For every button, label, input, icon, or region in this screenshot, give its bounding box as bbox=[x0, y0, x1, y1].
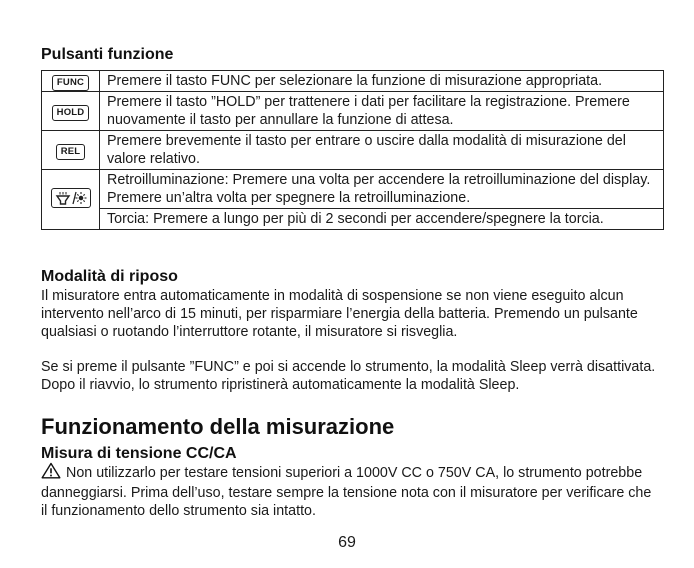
warning-triangle-icon bbox=[41, 462, 61, 484]
torch-description: Torcia: Premere a lungo per più di 2 secondi per accendere/spegnere la torcia. bbox=[100, 209, 664, 230]
page-number: 69 bbox=[338, 534, 356, 551]
table-row bbox=[42, 131, 664, 170]
hold-description: Premere il tasto ”HOLD” per trattenere i dati per facilitare la registrazione. Premere nuovamente il tasto per annullare la funzione di attesa. bbox=[100, 92, 664, 131]
backlight-description: Retroilluminazione: Premere una volta per accendere la retroilluminazione del display. Premere un’altra volta per spegnere la retroilluminazione. bbox=[100, 170, 664, 209]
backlight-torch-key-icon bbox=[51, 188, 91, 208]
section-heading-sleep-mode: Modalità di riposo bbox=[41, 268, 178, 285]
warning-text: Non utilizzarlo per testare tensioni superiori a 1000V CC o 750V CA, lo strumento potrebbe danneggiarsi. Prima dell’uso, testare sempre la tensione nota con il misuratore per verificare che il funzionamento dello strumento sia intatto. bbox=[41, 465, 652, 520]
warning-paragraph bbox=[41, 462, 661, 521]
function-buttons-table bbox=[41, 70, 664, 230]
page-title-measurement: Funzionamento della misurazione bbox=[41, 414, 395, 439]
section-heading-function-buttons: Pulsanti funzione bbox=[41, 46, 174, 63]
rel-key-icon: REL bbox=[56, 144, 86, 160]
func-description: Premere il tasto FUNC per selezionare la funzione di misurazione appropriata. bbox=[100, 71, 664, 92]
hold-key-icon: HOLD bbox=[52, 105, 90, 121]
sleep-paragraph-2: Se si preme il pulsante ”FUNC” e poi si accende lo strumento, la modalità Sleep verrà disattivata. Dopo il riavvio, lo strumento ripristinerà automaticamente la modalità Sleep. bbox=[41, 359, 656, 394]
rel-description: Premere brevemente il tasto per entrare o uscire dalla modalità di misurazione del valore relativo. bbox=[100, 131, 664, 170]
sleep-paragraph-1: Il misuratore entra automaticamente in modalità di sospensione se non viene eseguito alcun intervento nell’arco di 15 minuti, per risparmiare l’energia della batteria. Premendo un pulsante qualsiasi o ruotando l’interruttore rotante, il misuratore si risveglia. bbox=[41, 288, 638, 341]
table-row bbox=[42, 92, 664, 131]
table-row bbox=[42, 209, 664, 230]
section-heading-dc-ac: Misura di tensione CC/CA bbox=[41, 445, 237, 462]
table-row bbox=[42, 170, 664, 209]
table-row bbox=[42, 71, 664, 92]
func-key-icon: FUNC bbox=[52, 75, 89, 91]
